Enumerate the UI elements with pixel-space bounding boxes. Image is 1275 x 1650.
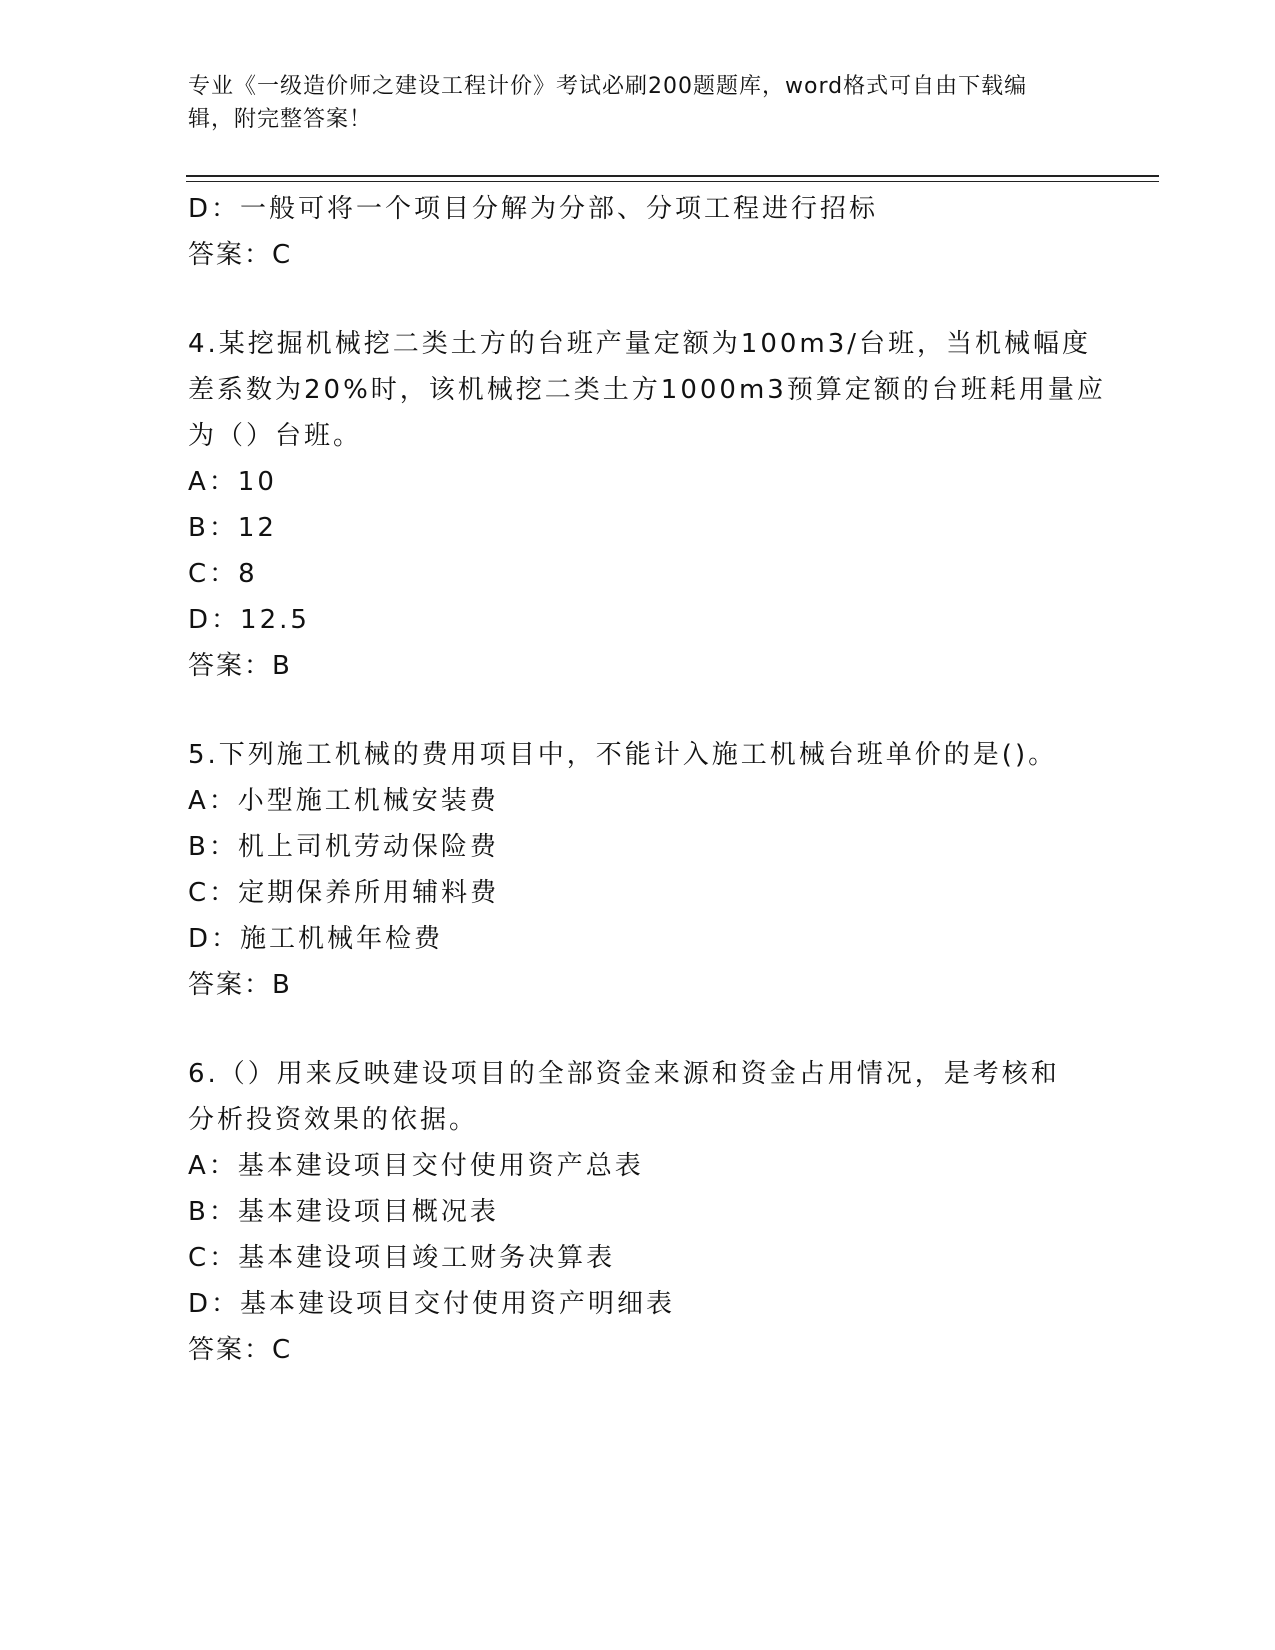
question-stem-line: 为（）台班。 [188, 421, 363, 451]
option-a: A：小型施工机械安装费 [188, 786, 499, 816]
question-stem-line: 4.某挖掘机械挖二类土方的台班产量定额为100m3/台班，当机械幅度 [188, 329, 1092, 359]
option-c: C：基本建设项目竣工财务决算表 [188, 1243, 616, 1273]
option-b: B：12 [188, 513, 277, 543]
option-a: A：10 [188, 467, 277, 497]
option-d: D：基本建设项目交付使用资产明细表 [188, 1289, 676, 1319]
header-rule-thick [186, 175, 1159, 177]
document-header: 专业《一级造价师之建设工程计价》考试必刷200题题库，word格式可自由下载编辑，附完整答案！ [188, 74, 1028, 132]
option-d: D：一般可将一个项目分解为分部、分项工程进行招标 [188, 194, 879, 224]
option-d: D：12.5 [188, 605, 310, 635]
option-a: A：基本建设项目交付使用资产总表 [188, 1151, 644, 1181]
question-block [188, 732, 1088, 1008]
question-block [188, 1051, 1088, 1373]
question-stem-line: 5.下列施工机械的费用项目中，不能计入施工机械台班单价的是()。 [188, 740, 1058, 770]
option-c: C：8 [188, 559, 258, 589]
option-c: C：定期保养所用辅料费 [188, 878, 500, 908]
question-block [188, 321, 1106, 689]
answer-line: 答案：B [188, 651, 292, 681]
answer-line: 答案：B [188, 970, 292, 1000]
question-list [188, 186, 1106, 1373]
answer-line: 答案：C [188, 240, 293, 270]
question-stem-line: 分析投资效果的依据。 [188, 1105, 479, 1135]
question-stem-line: 6.（）用来反映建设项目的全部资金来源和资金占用情况，是考核和 [188, 1059, 1060, 1089]
option-b: B：基本建设项目概况表 [188, 1197, 499, 1227]
option-b: B：机上司机劳动保险费 [188, 832, 499, 862]
option-d: D：施工机械年检费 [188, 924, 444, 954]
question-stem-line: 差系数为20%时，该机械挖二类土方1000m3预算定额的台班耗用量应 [188, 375, 1106, 405]
header-rule-thin [186, 181, 1159, 182]
answer-line: 答案：C [188, 1335, 293, 1365]
